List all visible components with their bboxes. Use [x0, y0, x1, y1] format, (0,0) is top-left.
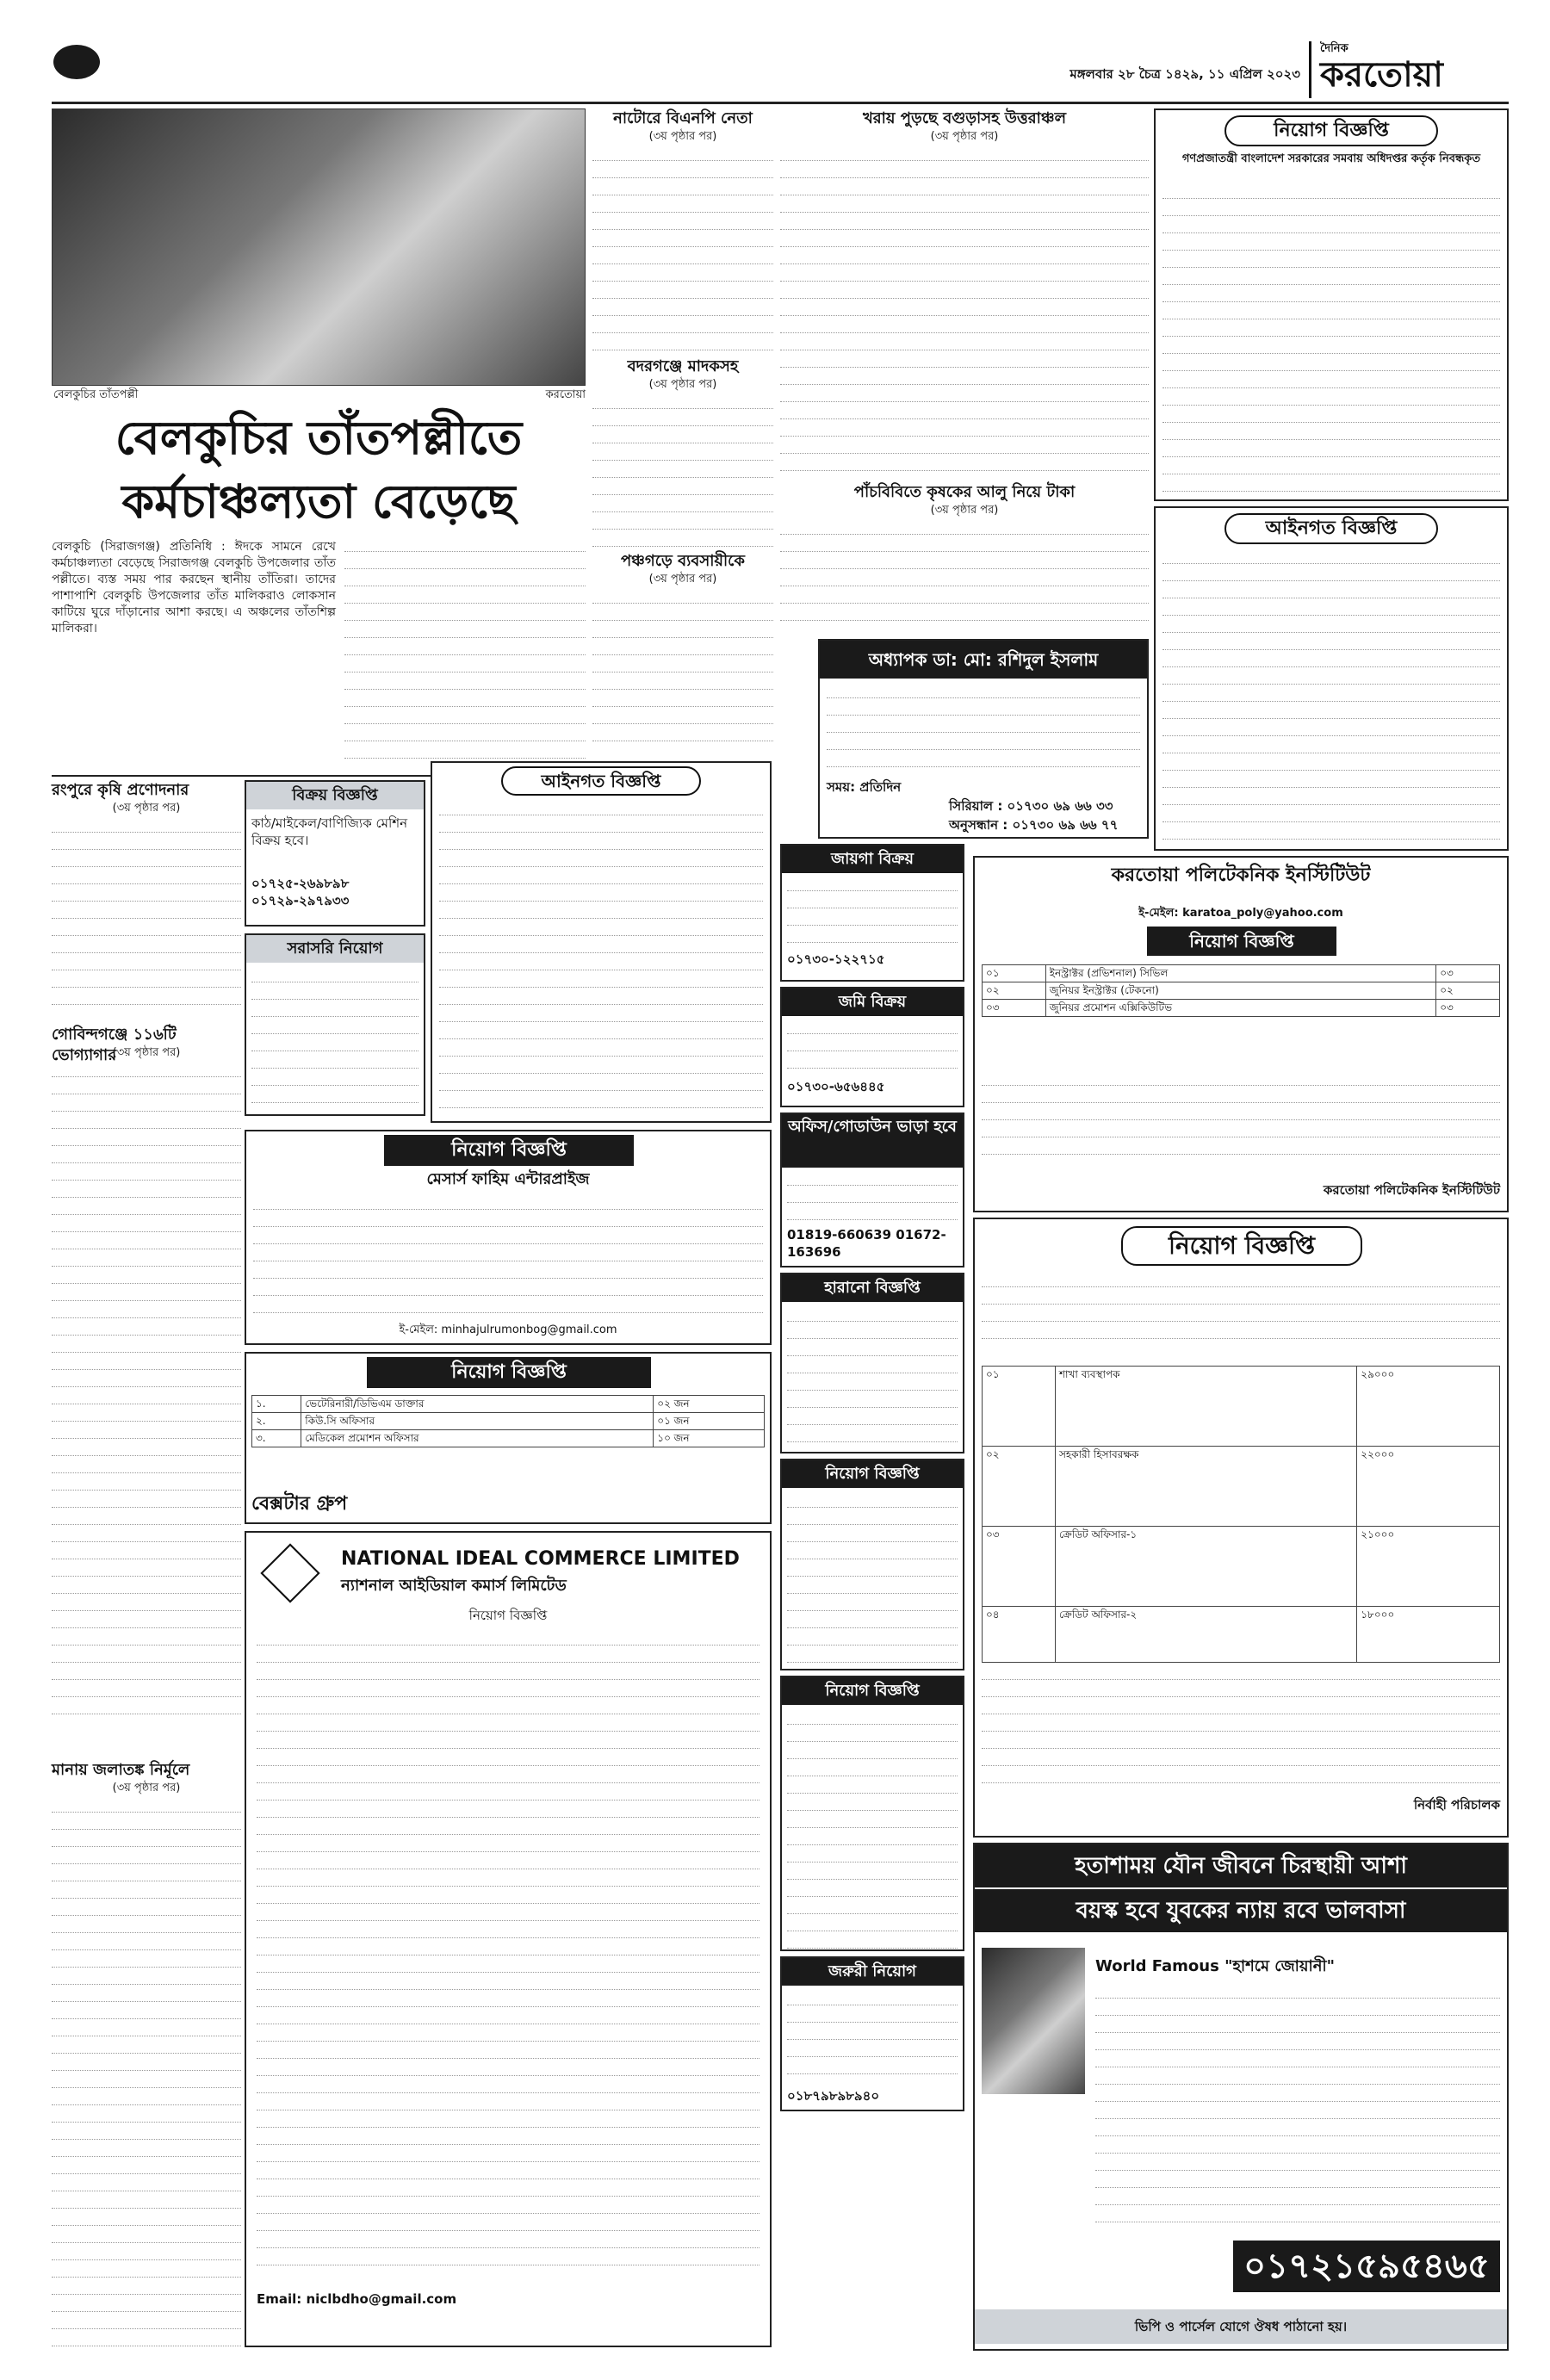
table-row: ০৩ জুনিয়র প্রমোশন এক্সিকিউটিভ ০৩ [983, 1000, 1500, 1017]
polytechnic-title: করতোয়া পলিটেকনিক ইনস্টিটিউট [1111, 865, 1371, 886]
table-row: ০৩ ক্রেডিট অফিসার-১ ২১০০০ [983, 1527, 1500, 1607]
doctor-photo [982, 1948, 1085, 2094]
plot-sale-phone: ০১৭৩০-৬৫৬৪৪৫ [787, 1079, 885, 1094]
fahim-enterprise-ad [245, 1130, 772, 1345]
plot-sale-body [787, 1021, 958, 1073]
polytechnic-ad [973, 856, 1509, 1212]
nicl-ad [245, 1531, 772, 2347]
office-rent-title: অফিস/গোডাউন ভাড়া হবে [782, 1114, 963, 1168]
masthead-rule [52, 102, 1509, 104]
lead-body-cont [344, 539, 586, 772]
ngo-title: নিয়োগ বিজ্ঞপ্তি [1121, 1226, 1362, 1266]
small-recruitment-body [787, 1712, 958, 1944]
bextor-ad [245, 1352, 772, 1524]
legal-notice-ad [1154, 506, 1509, 851]
urgent-recruitment-phone: ০১৮৭৯৮৯৮৯৪০ [787, 2088, 880, 2104]
small-recruitment-body [787, 1495, 958, 1664]
small-recruitment-title: নিয়োগ বিজ্ঞপ্তি [782, 1677, 963, 1705]
story-body [52, 1064, 241, 1753]
urgent-recruitment-ad [780, 1956, 964, 2111]
plot-sale-title: জমি বিক্রয় [782, 989, 963, 1016]
story-title: গোবিন্দগঞ্জে ১১৬টি ভোগ্যাগার [52, 1026, 177, 1064]
table-row: ০১ শাখা ব্যবস্থাপক ২৯০০০ [983, 1367, 1500, 1447]
lead-body: বেলকুচি (সিরাজগঞ্জ) প্রতিনিধি : ঈদকে সামনে রেখে কর্মচাঞ্চল্যতা বেড়েছে সিরাজগঞ্জ বেলকুচি উপজেলার তাঁত পল্লীতে। ব্যস্ত সময় পার করছেন স্থানীয় তাঁতিরা। তাদের পাশাপাশি বেলকুচি উপজেলার তাঁত মালিকরাও লোকসান কাটিয়ে ঘুরে দাঁড়ানোর আশা করছে। এ অঞ্চলের তাঁতশিল্প মালিকরা। [52, 540, 336, 635]
herbal-world: World Famous "হাশমে জোয়ানী" [1095, 1957, 1336, 1975]
polytechnic-body [982, 1073, 1500, 1159]
left-col-rule [52, 775, 431, 777]
cooperative-org: গণপ্রজাতন্ত্রী বাংলাদেশ সরকারের সমবায় অধিদপ্তর কর্তৃক নিবন্ধকৃত [1181, 152, 1481, 165]
page-number-logo [53, 45, 100, 79]
legal-notice-title: আইনগত বিজ্ঞপ্তি [501, 766, 701, 796]
direct-recruitment-title: সরাসরি নিয়োগ [246, 935, 424, 963]
ngo-terms [982, 1667, 1500, 1788]
fahim-ad-body [253, 1197, 763, 1317]
nicl-title-bn: ন্যাশনাল আইডিয়াল কমার্স লিমিটেড [341, 1577, 567, 1595]
bextor-table [251, 1395, 765, 1447]
story-sub: (৩য় পৃষ্ঠার পর) [112, 1782, 181, 1794]
plot-sale-ad [780, 987, 964, 1107]
doctor-phone-1: সিরিয়াল : ০১৭৩০ ৬৯ ৬৬ ৩৩ [949, 798, 1113, 814]
doctor-phone-2: অনুসন্ধান : ০১৭৩০ ৬৯ ৬৬ ৭৭ [949, 817, 1119, 833]
story-title: বদরগঞ্জে মাদকসহ [627, 357, 739, 375]
fahim-ad-title: নিয়োগ বিজ্ঞপ্তি [384, 1135, 634, 1166]
land-sale-title: জায়গা বিক্রয় [782, 846, 963, 873]
story-sub: (৩য় পৃষ্ঠার পর) [648, 573, 717, 586]
nicl-title-en: NATIONAL IDEAL COMMERCE LIMITED [341, 1548, 740, 1570]
land-sale-ad [780, 844, 964, 982]
direct-recruitment-body [251, 970, 418, 1107]
small-recruitment-ad [780, 1676, 964, 1951]
story-sub: (৩য় পৃষ্ঠার পর) [112, 802, 181, 815]
story-title: মানায় জলাতঙ্ক নির্মূলে [52, 1761, 190, 1779]
lost-notice-body [787, 1309, 958, 1447]
story-body [592, 396, 773, 551]
direct-recruitment-ad [245, 933, 425, 1116]
legal-notice-body [439, 803, 763, 1113]
table-row: ০২ জুনিয়র ইনস্ট্রাক্টর (টেকনো) ০২ [983, 982, 1500, 1000]
story-body [780, 522, 1149, 634]
polytechnic-email: ই-মেইল: karatoa_poly@yahoo.com [1138, 907, 1343, 920]
story-sub: (৩য় পৃষ্ঠার পর) [648, 130, 717, 143]
ngo-recruitment-ad [973, 1218, 1509, 1838]
nicl-table [257, 1633, 760, 2270]
ngo-table [982, 1366, 1500, 1663]
story-title: খরায় পুড়ছে বগুড়াসহ উত্তরাঞ্চল [862, 109, 1067, 127]
legal-notice-ad [431, 761, 772, 1123]
story-sub: (৩য় পৃষ্ঠার পর) [930, 504, 999, 517]
bextor-title: নিয়োগ বিজ্ঞপ্তি [367, 1357, 651, 1388]
office-rent-body [787, 1173, 958, 1224]
herbal-foot: ভিপি ও পার্সেল যোগে ঔষধ পাঠানো হয়। [975, 2309, 1507, 2344]
doctor-title: অধ্যাপক ডা: মো: রশিদুল ইসলাম [820, 641, 1147, 679]
lead-headline-2: কর্মচাঞ্চল্যতা বেড়েছে [121, 474, 516, 529]
ngo-intro [982, 1274, 1500, 1352]
masthead-name: করতোয়া [1320, 55, 1443, 95]
herbal-headline: হতাশাময় যৌন জীবনে চিরস্থায়ী আশা [975, 1844, 1507, 1887]
table-row: ০১ ইনস্ট্রাক্টর (প্রভিশনাল) সিভিল ০৩ [983, 965, 1500, 982]
lost-notice-title: হারানো বিজ্ঞপ্তি [782, 1274, 963, 1302]
polytechnic-sub: নিয়োগ বিজ্ঞপ্তি [1147, 927, 1336, 956]
masthead-small: দৈনিক [1320, 42, 1348, 55]
legal-notice-title: আইনগত বিজ্ঞপ্তি [1224, 513, 1438, 544]
herbal-ad [973, 1843, 1509, 2351]
story-body [52, 1800, 241, 2351]
herbal-body [1095, 1986, 1500, 2227]
story-body [592, 591, 773, 746]
cooperative-body [1162, 186, 1500, 493]
story-title: রংপুরে কৃষি প্রণোদনার [52, 781, 189, 799]
story-body [592, 148, 773, 355]
photo-caption-right: করতোয়া [545, 388, 586, 401]
story-sub: (৩য় পৃষ্ঠার পর) [930, 130, 999, 143]
lost-notice-ad [780, 1273, 964, 1453]
urgent-recruitment-body [787, 1993, 958, 2079]
story-body [780, 148, 1149, 475]
nicl-email: Email: niclbdho@gmail.com [257, 2291, 457, 2307]
table-row: ৩. মেডিকেল প্রমোশন অফিসার ১০ জন [252, 1430, 765, 1447]
story-title: নাটোরে বিএনপি নেতা [613, 109, 753, 127]
small-recruitment-ad [780, 1459, 964, 1670]
story-title: পাঁচবিবিতে কৃষকের আলু নিয়ে টাকা [853, 483, 1076, 501]
urgent-recruitment-title: জরুরী নিয়োগ [782, 1958, 963, 1986]
polytechnic-table [982, 964, 1500, 1017]
land-sale-body [787, 878, 958, 947]
story-sub: (৩য় পৃষ্ঠার পর) [648, 378, 717, 391]
table-row: ২. কিউ.সি অফিসার ০১ জন [252, 1413, 765, 1430]
cooperative-recruitment-ad [1154, 108, 1509, 501]
small-recruitment-title: নিয়োগ বিজ্ঞপ্তি [782, 1460, 963, 1488]
doctor-details [827, 685, 1140, 780]
sale-ad [245, 780, 425, 927]
story-title: পঞ্চগড়ে ব্যবসায়ীকে [620, 552, 746, 570]
legal-notice-body [1162, 551, 1500, 844]
table-row: ০২ সহকারী হিসাবরক্ষক ২২০০০ [983, 1447, 1500, 1527]
fahim-company: মেসার্স ফাহিম এন্টারপ্রাইজ [426, 1170, 590, 1188]
land-sale-phone: ০১৭৩০-১২২৭১৫ [787, 951, 885, 967]
sale-ad-phone: ০১৭২৫-২৬৯৮৯৮ ০১৭২৯-২৯৭৯৩৩ [251, 876, 350, 908]
polytechnic-sign: করতোয়া পলিটেকনিক ইনস্টিটিউট [1323, 1182, 1500, 1198]
doctor-ad [818, 639, 1149, 839]
office-rent-phone: 01819-660639 01672-163696 [787, 1227, 946, 1260]
story-body [52, 820, 241, 1020]
herbal-headline-2: বয়স্ক হবে যুবকের ন্যায় রবে ভালবাসা [975, 1889, 1507, 1932]
bextor-group: বেক্সটার গ্রুপ [251, 1493, 348, 1515]
lead-headline-1: বেলকুচির তাঁতপল্লীতে [115, 411, 523, 465]
date-line: মঙ্গলবার ২৮ চৈত্র ১৪২৯, ১১ এপ্রিল ২০২৩ [1070, 66, 1300, 82]
table-row: ০৪ ক্রেডিট অফিসার-২ ১৮০০০ [983, 1607, 1500, 1663]
masthead-logo [1309, 41, 1509, 98]
table-row: ১. ভেটেরিনারী/ডিভিএম ডাক্তার ০২ জন [252, 1396, 765, 1413]
fahim-email: ই-মেইল: minhajulrumonbog@gmail.com [399, 1323, 617, 1336]
ngo-sign: নির্বাহী পরিচালক [1413, 1797, 1500, 1813]
photo-caption-left: বেলকুচির তাঁতপল্লী [53, 388, 139, 401]
cooperative-title: নিয়োগ বিজ্ঞপ্তি [1224, 115, 1438, 146]
office-rent-ad [780, 1113, 964, 1267]
nicl-sub: নিয়োগ বিজ্ঞপ্তি [468, 1608, 548, 1623]
loom-photo [52, 108, 586, 386]
nicl-logo-icon [260, 1543, 319, 1602]
doctor-time: সময়: প্রতিদিন [827, 779, 902, 795]
herbal-phone: ০১৭২১৫৯৫৪৬৫ [1233, 2241, 1500, 2292]
sale-ad-title: বিক্রয় বিজ্ঞপ্তি [246, 782, 424, 809]
story-sub: (৩য় পৃষ্ঠার পর) [112, 1046, 181, 1059]
sale-ad-text: কাঠ/মাইকেল/বাণিজ্যিক মেশিন বিক্রয় হবে। [251, 815, 408, 848]
